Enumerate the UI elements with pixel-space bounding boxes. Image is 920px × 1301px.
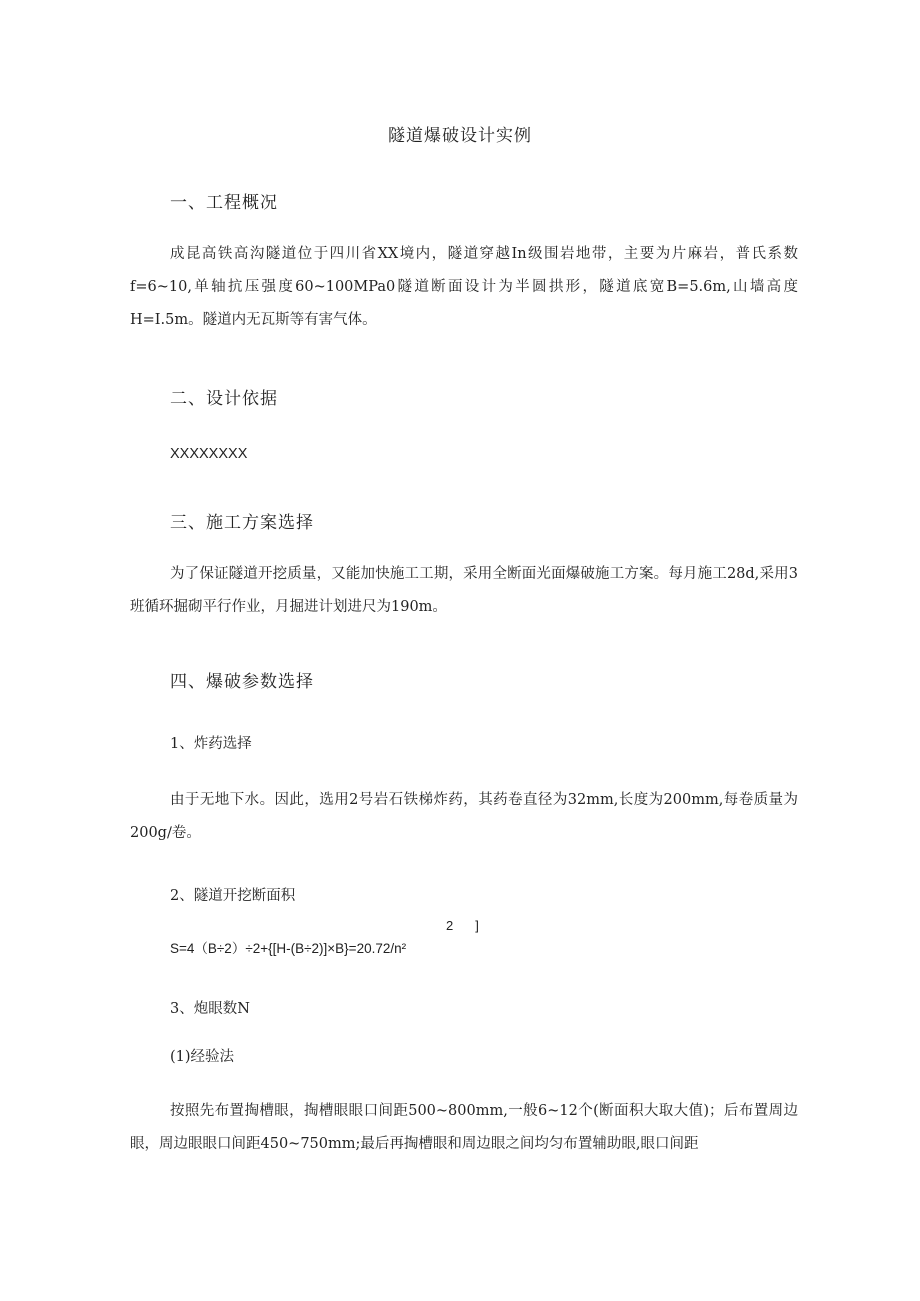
explosive-paragraph: 由于无地下水。因此，选用2号岩石铁梯炸药，其药卷直径为32mm,长度为200mm,每卷质量为200g∕卷。 <box>130 792 798 841</box>
section-heading-design-basis: 二、设计依据 <box>170 389 278 409</box>
document-title: 隧道爆破设计实例 <box>388 126 532 146</box>
section-heading-overview: 一、工程概况 <box>170 193 278 213</box>
section-heading-blasting-parameters: 四、爆破参数选择 <box>170 672 314 692</box>
section-heading-construction-plan: 三、施工方案选择 <box>170 513 314 533</box>
subsection-heading-explosive: 1、炸药选择 <box>170 736 252 752</box>
overview-paragraph: 成昆高铁高沟隧道位于四川省XX境内，隧道穿越In级围岩地带，主要为片麻岩，普氏系数f=6~10,单轴抗压强度60~100MPa0隧道断面设计为半圆拱形，隧道底宽B=5.6m,山墙高度H=I.5m。隧道内无瓦斯等有害气体。 <box>130 246 798 328</box>
hole-layout-paragraph: 按照先布置掏槽眼，掏槽眼眼口间距500~800mm,一般6~12个(断面积大取大值)；后布置周边眼，周边眼眼口间距450~750mm;最后再掏槽眼和周边眼之间均匀布置辅助眼,眼口间距 <box>130 1103 798 1152</box>
subsection-heading-section-area: 2、隧道开挖断面积 <box>170 888 296 904</box>
construction-plan-paragraph: 为了保证隧道开挖质量，又能加快施工工期，采用全断面光面爆破施工方案。每月施工28d,采用3班循环掘砌平行作业，月掘进计划进尺为190m。 <box>130 566 798 615</box>
method-label-empirical: (1)经验法 <box>170 1049 235 1065</box>
subsection-heading-hole-count: 3、炮眼数N <box>170 1001 250 1017</box>
design-basis-text: XXXXXXXX <box>170 446 248 462</box>
formula-superscript <box>446 918 479 933</box>
area-formula: S=4（B÷2）÷2+{[H-(B÷2)]×B}=20.72/n² <box>170 941 407 956</box>
formula-superscript-2: 2 <box>446 918 454 933</box>
formula-superscript-bracket: ] <box>475 918 479 933</box>
